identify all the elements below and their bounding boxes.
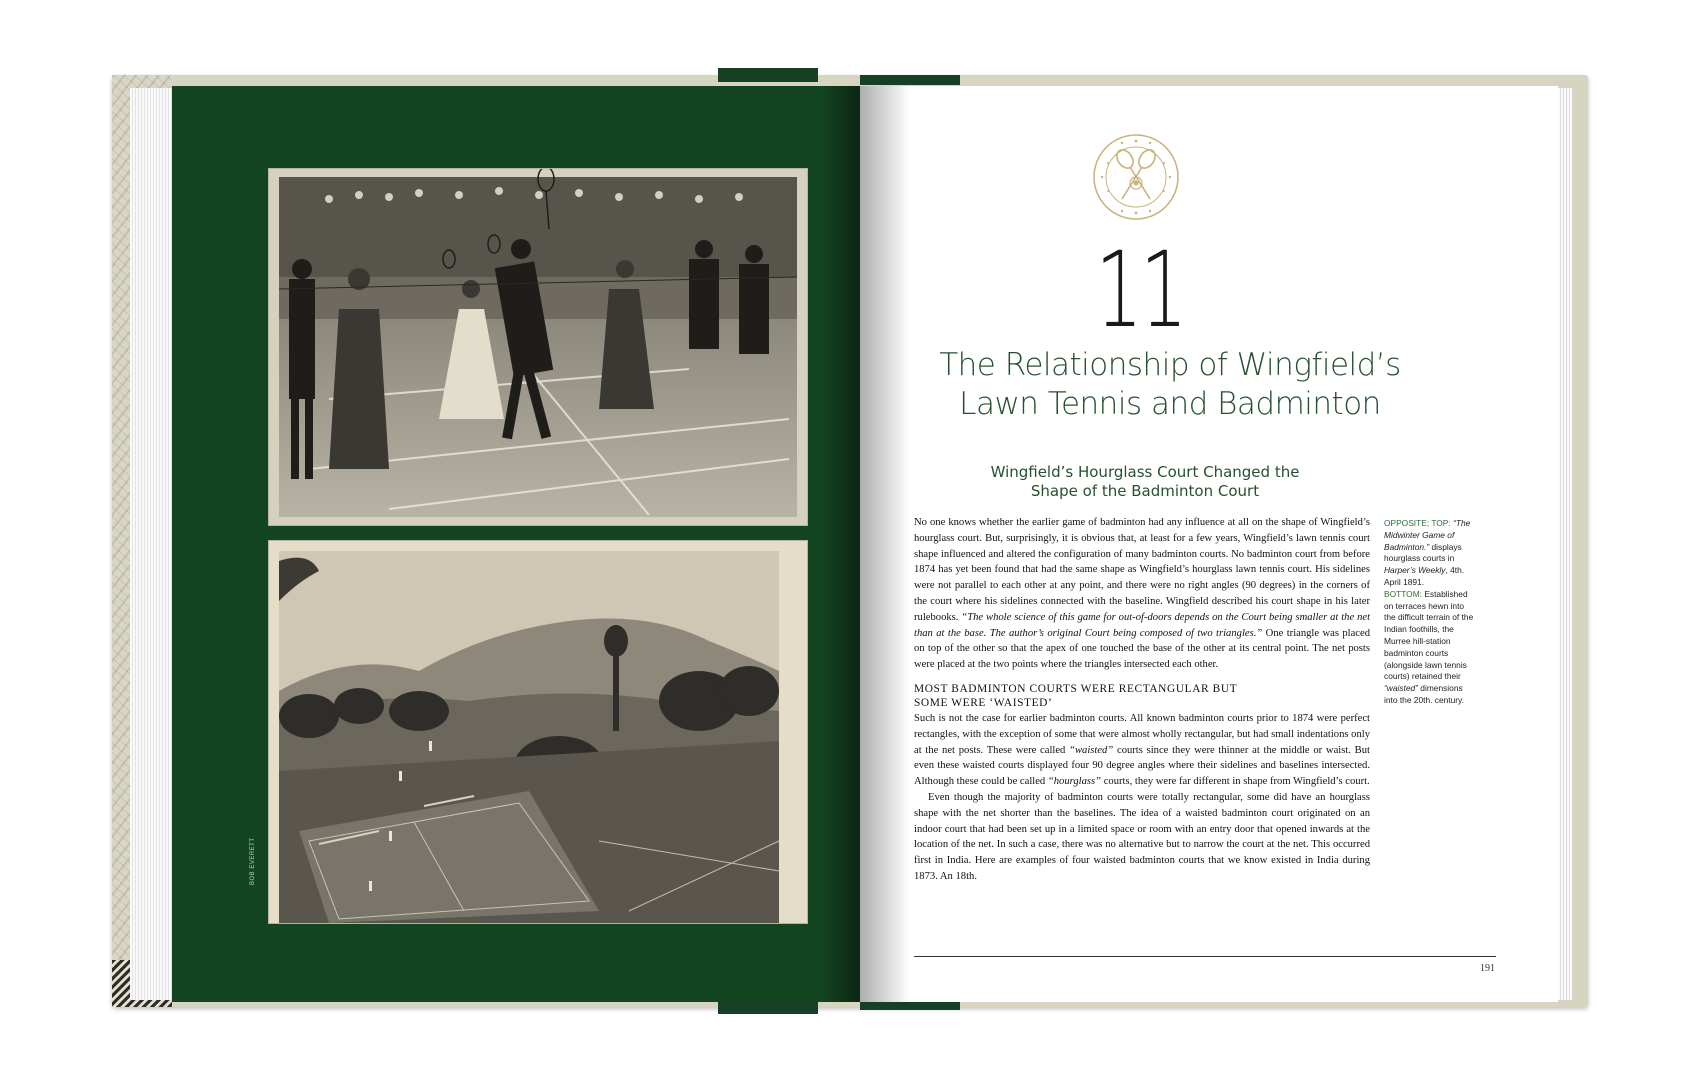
- chapter-title-line: The Relationship of Wingfield’s: [939, 347, 1401, 383]
- chapter-number: 11: [1095, 229, 1185, 351]
- caption-text: Established on terraces hewn into the difficult terrain of the Indian foothills, the Murree hill-station badminton courts (alongside lawn tennis courts) retained their: [1384, 588, 1474, 682]
- paragraph: [914, 711, 1370, 790]
- hill-station-courts-photograph: [268, 540, 808, 924]
- subheading-line: SOME WERE ‘WAISTED’: [914, 697, 1053, 710]
- subheading: [914, 682, 1370, 711]
- emphasis-text: “waisted”: [1069, 744, 1114, 756]
- crossed-racquets-emblem-icon: [1092, 133, 1180, 221]
- paragraph-text: No one knows whether the earlier game of badminton had any influence at all on the shape of Wingfield’s hourglass court. But, surprisingly, it is obvious that, at least for a few years, Wingfield’s lawn tennis court shape influenced and altered the configuration of many badminton courts. No badminton court from before 1874 has yet been found that had the same shape as Wingfield’s hourglass lawn tennis court. His sidelines were not parallel to each other at any point, and there were no right angles (90 degrees) in the corners of the court where his sidelines connected with the baseline. Wingfield described his court shape in his later rulebooks.: [914, 517, 1370, 623]
- emphasis-text: “hourglass”: [1047, 776, 1102, 788]
- spine-band: [718, 1000, 818, 1014]
- caption-label: BOTTOM:: [1384, 588, 1422, 599]
- caption-title: “The Midwinter Game of Badminton.”: [1384, 518, 1471, 552]
- section-title-line: Wingfield’s Hourglass Court Changed the: [990, 463, 1300, 481]
- page-edges-right: [1558, 88, 1572, 1000]
- paragraph-text: courts, they were far different in shape from Wingfield’s court.: [1101, 776, 1370, 788]
- engraving-image: [269, 169, 807, 525]
- paragraph-text: courts since they were thinner at the middle or waist. But even these waisted courts displayed four 90 degree angles where their sidelines and baselines intersected. Although these could be called: [914, 744, 1370, 788]
- ballroom-badminton-illustration: [268, 168, 808, 526]
- section-title-line: Shape of the Badminton Court: [1030, 482, 1260, 500]
- chapter-title: [900, 346, 1440, 424]
- paragraph-text: Such is not the case for earlier badminton courts. All known badminton courts prior to 1874 were perfect rectangles, with the exception of some that were almost wholly rectangular, but had small indentations only at the net posts. These were called: [914, 712, 1370, 756]
- chapter-title-line: Lawn Tennis and Badminton: [959, 386, 1381, 422]
- paragraph: Even though the majority of badminton courts were totally rectangular, some did have an hourglass shape with the net shorter than the baselines. The idea of a waisted badminton court originated on an indoor court that had been set up in a limited space or room with an entry door that opened inwards at the location of the net. In such a case, there was no alternative but to narrow the court at the net. This occurred first in India. Here are examples of four waisted badminton courts that we know existed in India during 1873. An 18th.: [914, 791, 1370, 882]
- subheading-line: MOST BADMINTON COURTS WERE RECTANGULAR BUT: [914, 682, 1238, 695]
- photograph-image: [269, 541, 807, 923]
- caption-emphasis: “waisted”: [1384, 683, 1418, 694]
- photo-caption: [1384, 518, 1478, 707]
- paragraph-text: One triangle was placed on top of the other so that the apex of one touched the base of the other at its central point. The net posts were placed at the two points where the triangles intersected each other.: [914, 627, 1370, 671]
- section-title: [968, 463, 1322, 501]
- caption-text: dimensions into the 20th. century.: [1384, 683, 1464, 705]
- footer-rule: [914, 956, 1496, 957]
- paragraph: [914, 515, 1370, 673]
- caption-publication: Harper’s Weekly: [1384, 565, 1446, 576]
- page-edges-left: [130, 88, 172, 1000]
- caption-text: displays hourglass courts in: [1384, 541, 1462, 564]
- caption-label: OPPOSITE; TOP:: [1384, 518, 1451, 528]
- spine-band: [860, 75, 960, 85]
- caption-text: , 4th. April 1891.: [1384, 565, 1465, 587]
- body-text: [914, 515, 1370, 885]
- quote-text: “The whole science of this game for out-of-doors depends on the Court being smaller at the net than at the base. The author’s original Court being composed of two triangles.”: [914, 611, 1371, 639]
- photo-credit: BOB EVERETT: [250, 837, 256, 885]
- page-number: 191: [1480, 963, 1495, 974]
- spine-band: [718, 68, 818, 82]
